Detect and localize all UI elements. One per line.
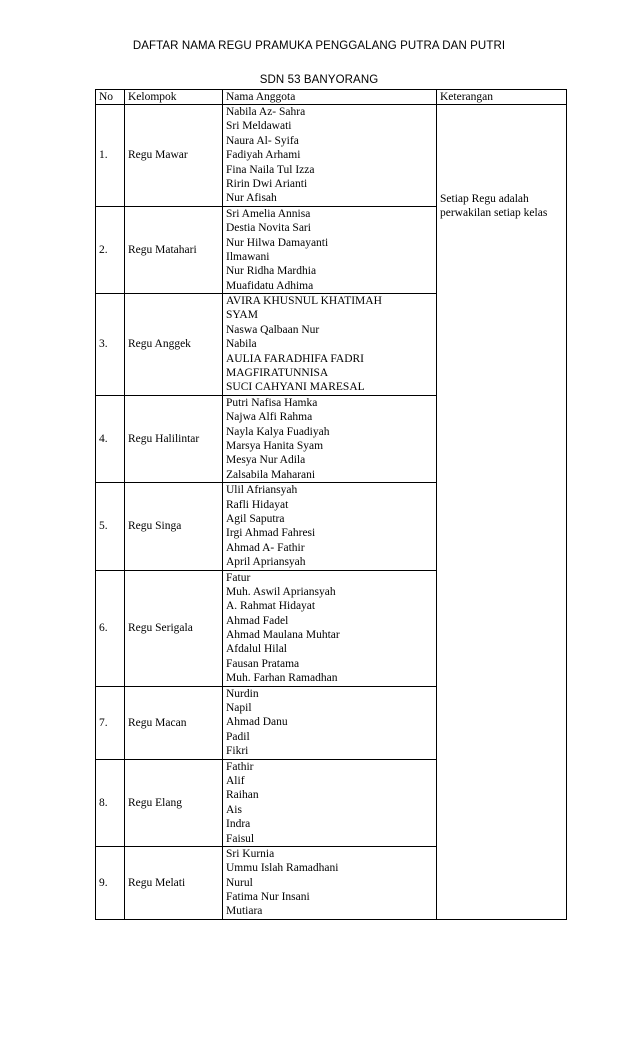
group-number: 7.	[96, 686, 125, 759]
member-name: Ummu Islah Ramadhani	[226, 862, 339, 875]
group-name: Regu Singa	[125, 483, 223, 570]
table-header-row	[96, 90, 567, 105]
member-name: Alif	[226, 774, 245, 787]
group-name: Regu Halilintar	[125, 395, 223, 482]
member-name: SYAM	[226, 309, 258, 322]
member-name: Ahmad Danu	[226, 716, 288, 729]
member-name: Ais	[226, 803, 242, 816]
member-name: Nurul	[226, 876, 253, 889]
group-number: 5.	[96, 483, 125, 570]
keterangan-line-1: Setiap Regu adalah	[440, 193, 529, 205]
member-name: Fathir	[226, 760, 254, 773]
member-name: SUCI CAHYANI MARESAL	[226, 381, 365, 394]
member-name: Raihan	[226, 789, 259, 802]
member-name: AVIRA KHUSNUL KHATIMAH	[226, 295, 382, 308]
member-name: Afdalul Hilal	[226, 643, 287, 656]
member-name: Agil Saputra	[226, 512, 285, 525]
member-name: Sri Meldawati	[226, 120, 292, 133]
member-list	[223, 294, 437, 396]
member-name: Muh. Aswil Apriansyah	[226, 585, 336, 598]
group-number: 2.	[96, 206, 125, 293]
member-name: Ahmad A- Fathir	[226, 541, 305, 554]
member-name: Fatima Nur Insani	[226, 891, 310, 904]
group-number: 4.	[96, 395, 125, 482]
member-name: Nabila Az- Sahra	[226, 106, 306, 118]
member-name: Nabila	[226, 338, 257, 351]
regu-table	[95, 89, 567, 920]
member-name: Mesya Nur Adila	[226, 454, 306, 467]
group-name: Regu Matahari	[125, 206, 223, 293]
member-name: Fausan Pratama	[226, 657, 300, 670]
member-name: Najwa Alfi Rahma	[226, 411, 313, 424]
member-name: Ririn Dwi Arianti	[226, 177, 308, 190]
header-kelompok: Kelompok	[125, 90, 223, 105]
member-name: Irgi Ahmad Fahresi	[226, 527, 316, 540]
member-list	[223, 395, 437, 482]
group-name: Regu Elang	[125, 759, 223, 846]
group-number: 3.	[96, 294, 125, 396]
member-list	[223, 686, 437, 759]
keterangan-cell	[437, 105, 567, 920]
member-name: Fadiyah Arhami	[226, 149, 301, 162]
member-list	[223, 483, 437, 570]
member-name: Nur Hilwa Damayanti	[226, 236, 329, 249]
member-name: Naura Al- Syifa	[226, 134, 299, 147]
member-name: Muafidatu Adhima	[226, 279, 314, 292]
header-no: No	[96, 90, 125, 105]
group-name: Regu Melati	[125, 846, 223, 919]
member-name: Marsya Hanita Syam	[226, 439, 324, 452]
member-name: Ahmad Maulana Muhtar	[226, 629, 340, 642]
table-row	[96, 105, 567, 207]
member-name: Fina Naila Tul Izza	[226, 163, 315, 176]
group-name: Regu Anggek	[125, 294, 223, 396]
member-list	[223, 206, 437, 293]
header-keterangan: Keterangan	[437, 90, 567, 105]
member-name: Padil	[226, 730, 250, 743]
document-title: DAFTAR NAMA REGU PRAMUKA PENGGALANG PUTRA DAN PUTRI	[132, 40, 506, 52]
member-name: Nur Ridha Mardhia	[226, 265, 317, 278]
member-name: AULIA FARADHIFA FADRI	[226, 352, 365, 365]
header-nama-anggota: Nama Anggota	[223, 90, 437, 105]
member-name: Fikri	[226, 745, 249, 758]
member-name: Nayla Kalya Fuadiyah	[226, 425, 330, 438]
school-name: SDN 53 BANYORANG	[259, 74, 379, 86]
member-name: Ulil Afriansyah	[226, 484, 298, 497]
member-name: Napil	[226, 702, 252, 715]
member-list	[223, 846, 437, 919]
member-name: Sri Kurnia	[226, 847, 275, 860]
member-list	[223, 759, 437, 846]
group-name: Regu Macan	[125, 686, 223, 759]
member-name: Muh. Farhan Ramadhan	[226, 672, 338, 685]
member-name: MAGFIRATUNNISA	[226, 367, 329, 380]
member-list	[223, 570, 437, 686]
group-number: 8.	[96, 759, 125, 846]
member-name: Ahmad Fadel	[226, 614, 289, 627]
member-name: Nurdin	[226, 687, 259, 700]
member-name: Sri Amelia Annisa	[226, 207, 311, 220]
member-name: Nur Afisah	[226, 192, 277, 205]
member-name: Fatur	[226, 571, 251, 584]
member-name: Zalsabila Maharani	[226, 468, 316, 481]
member-name: April Apriansyah	[226, 556, 306, 569]
group-number: 6.	[96, 570, 125, 686]
member-name: Rafli Hidayat	[226, 498, 289, 511]
member-name: Naswa Qalbaan Nur	[226, 323, 320, 336]
member-name: Ilmawani	[226, 250, 270, 263]
group-name: Regu Serigala	[125, 570, 223, 686]
group-name: Regu Mawar	[125, 105, 223, 207]
member-name: A. Rahmat Hidayat	[226, 600, 316, 613]
member-name: Faisul	[226, 832, 255, 845]
group-number: 1.	[96, 105, 125, 207]
group-number: 9.	[96, 846, 125, 919]
member-name: Indra	[226, 818, 251, 831]
member-name: Mutiara	[226, 905, 263, 918]
member-name: Destia Novita Sari	[226, 222, 311, 235]
member-list	[223, 105, 437, 207]
keterangan-line-2: perwakilan setiap kelas	[440, 207, 548, 220]
member-name: Putri Nafisa Hamka	[226, 396, 318, 409]
